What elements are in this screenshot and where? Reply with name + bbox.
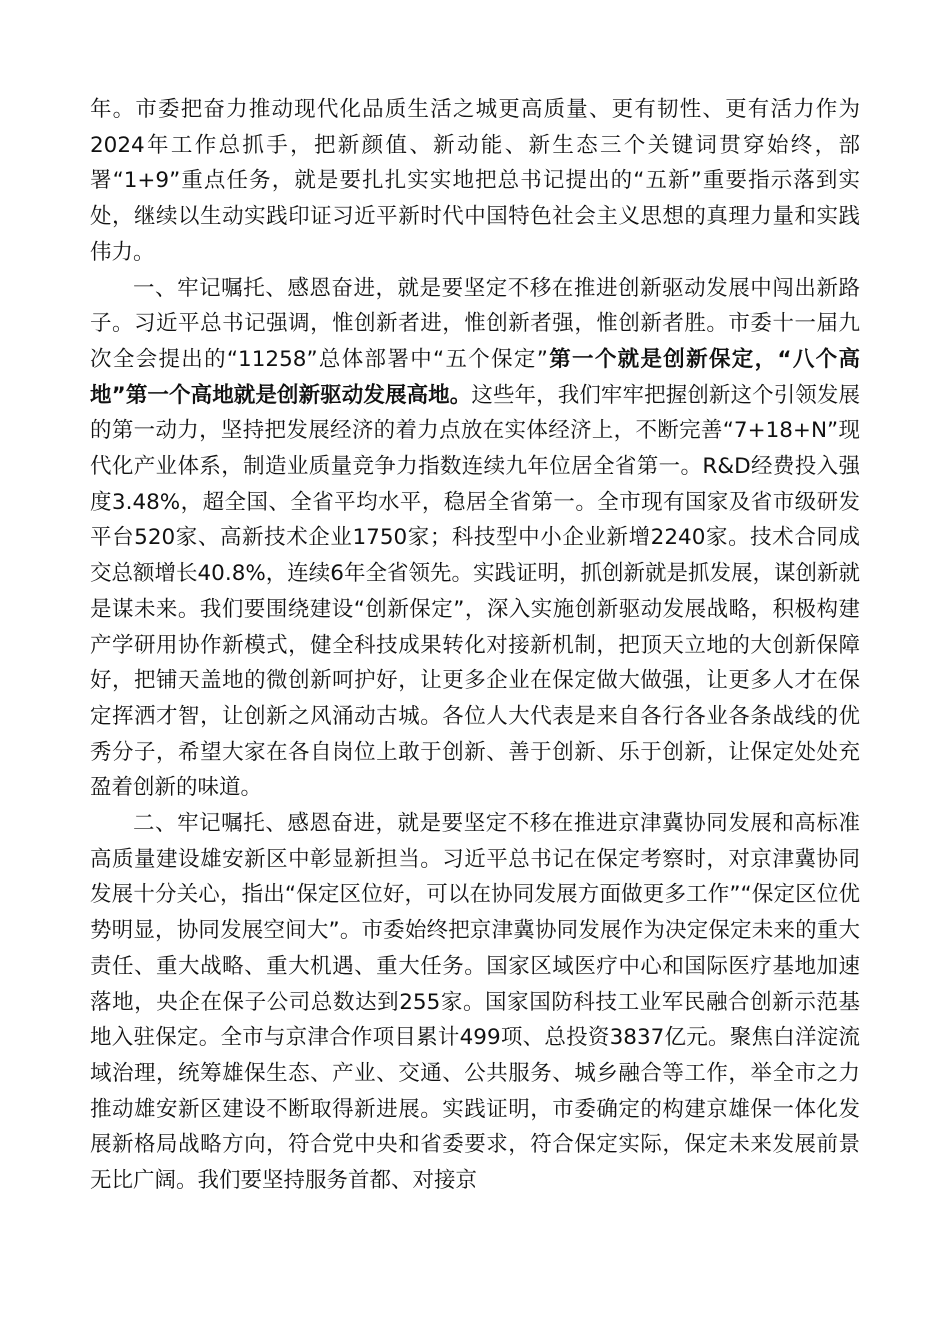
paragraph-text: 这些年，我们牢牢把握创新这个引领发展的第一动力，坚持把发展经济的着力点放在实体经济上，不断完善“7+18+N”现代化产业体系，制造业质量竞争力指数连续九年位居全省第一。R&D经费投入强度3.48%，超全国、全省平均水平，稳居全省第一。全市现有国家及省市级研发平台520家、高新技术企业1750家；科技型中小企业新增2240家。技术合同成交总额增长40.8%，连续6年全省领先。实践证明，抓创新就是抓发展，谋创新就是谋未来。我们要围绕建设“创新保定”，深入实施创新驱动发展战略，积极构建产学研用协作新模式，健全科技成果转化对接新机制，把顶天立地的大创新保障好，把铺天盖地的微创新呵护好，让更多企业在保定做大做强，让更多人才在保定挥洒才智，让创新之风涌动古城。各位人大代表是来自各行各业各条战线的优秀分子，希望大家在各自岗位上敢于创新、善于创新、乐于创新，让保定处处充盈着创新的味道。: [90, 382, 860, 801]
paragraph-text: 年。市委把奋力推动现代化品质生活之城更高质量、更有韧性、更有活力作为2024年工作总抓手，把新颜值、新动能、新生态三个关键词贯穿始终，部署“1+9”重点任务，就是要扎扎实实地把总书记提出的“五新”重要指示落到实处，继续以生动实践印证习近平新时代中国特色社会主义思想的真理力量和实践伟力。: [90, 97, 860, 265]
paragraph-innovation: [90, 271, 860, 807]
paragraph-continuation: [90, 92, 860, 271]
document-body: [90, 92, 860, 1199]
paragraph-text: 二、牢记嘱托、感恩奋进，就是要坚定不移在推进京津冀协同发展和高标准高质量建设雄安新区中彰显新担当。习近平总书记在保定考察时，对京津冀协同发展十分关心，指出“保定区位好，可以在协同发展方面做更多工作”“保定区位优势明显，协同发展空间大”。市委始终把京津冀协同发展作为决定保定未来的重大责任、重大战略、重大机遇、重大任务。国家区域医疗中心和国际医疗基地加速落地，央企在保子公司总数达到255家。国家国防科技工业军民融合创新示范基地入驻保定。全市与京津合作项目累计499项、总投资3837亿元。聚焦白洋淀流域治理，统筹雄保生态、产业、交通、公共服务、城乡融合等工作，举全市之力推动雄安新区建设不断取得新进展。实践证明，市委确定的构建京雄保一体化发展新格局战略方向，符合党中央和省委要求，符合保定实际，保定未来发展前景无比广阔。我们要坚持服务首都、对接京: [90, 811, 860, 1194]
paragraph-bold-text: 第一个就是创新保定，“八个高地”第一个高地就是创新驱动发展高地。: [90, 346, 860, 408]
paragraph-coordination: [90, 806, 860, 1199]
paragraph-text: 一、牢记嘱托、感恩奋进，就是要坚定不移在推进创新驱动发展中闯出新路子。习近平总书记强调，惟创新者进，惟创新者强，惟创新者胜。市委十一届九次全会提出的“11258”总体部署中“五个保定”: [90, 275, 860, 372]
